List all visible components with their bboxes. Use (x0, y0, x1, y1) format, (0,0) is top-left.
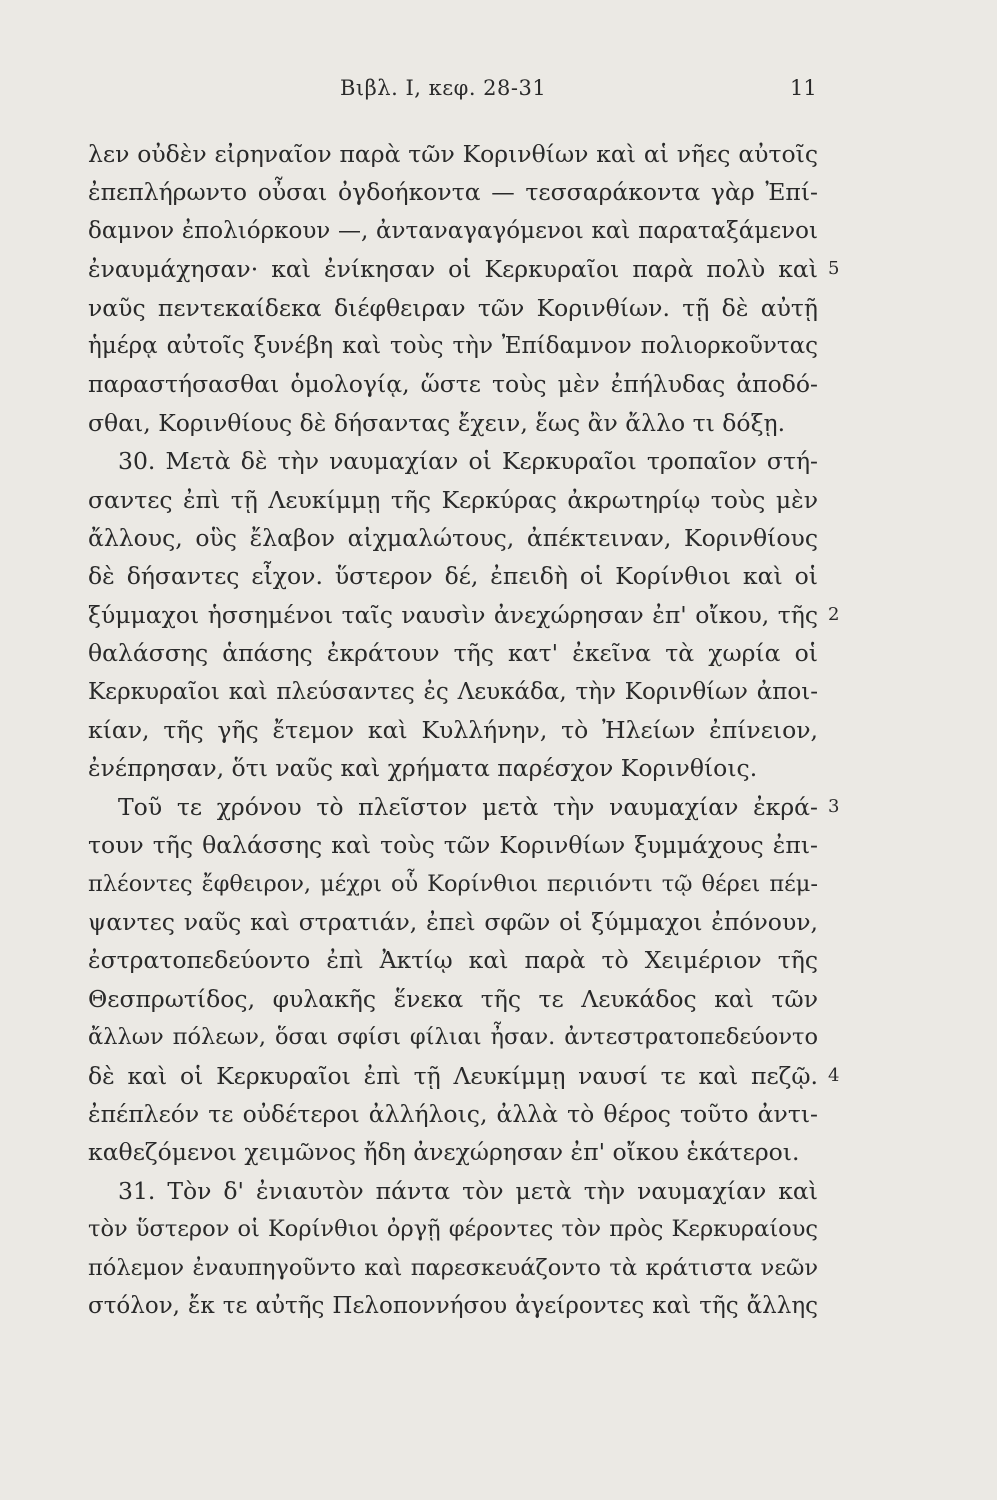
text-line: ἐπεπλήρωντο οὖσαι ὀγδοήκοντα — τεσσαράκοντα γὰρ Ἐπί- (88, 178, 818, 207)
running-title: Βιβλ. I, κεφ. 28-31 (340, 76, 547, 100)
text-line: ἐστρατοπεδεύοντο ἐπὶ Ἀκτίῳ καὶ παρὰ τὸ Χειμέριον τῆς (88, 946, 818, 975)
text-line: θαλάσσης ἁπάσης ἐκράτουν τῆς κατ' ἐκεῖνα τὰ χωρία οἱ (88, 639, 818, 668)
text-line: δαμνον ἐπολιόρκουν —, ἀνταναγαγόμενοι καὶ παραταξάμενοι (88, 217, 818, 244)
text-line: ἐπέπλεόν τε οὐδέτεροι ἀλλήλοις, ἀλλὰ τὸ θέρος τοῦτο ἀντι- (88, 1100, 818, 1128)
text-line: τουν τῆς θαλάσσης καὶ τοὺς τῶν Κορινθίων ξυμμάχους ἐπι- (88, 831, 818, 860)
margin-section-number: 5 (828, 258, 840, 280)
margin-section-number: 2 (828, 603, 840, 625)
text-line: ψαντες ναῦς καὶ στρατιάν, ἐπεὶ σφῶν οἱ ξύμμαχοι ἐπόνουν, (88, 908, 818, 936)
text-line: Κερκυραῖοι καὶ πλεύσαντες ἐς Λευκάδα, τὴν Κορινθίων ἀποι- (88, 678, 818, 705)
chapter-30-start: 30. Μετὰ δὲ τὴν ναυμαχίαν οἱ Κερκυραῖοι τροπαῖον στή- (118, 447, 818, 476)
text-line: σαντες ἐπὶ τῇ Λευκίμμῃ τῆς Κερκύρας ἀκρωτηρίῳ τοὺς μὲν (88, 485, 818, 514)
margin-section-number: 4 (828, 1064, 840, 1086)
text-line: ἐναυμάχησαν· καὶ ἐνίκησαν οἱ Κερκυραῖοι παρὰ πολὺ καὶ (88, 255, 818, 284)
text-line: Θεσπρωτίδος, φυλακῆς ἕνεκα τῆς τε Λευκάδος καὶ τῶν (88, 984, 818, 1013)
margin-section-number: 3 (828, 795, 840, 817)
text-line: κίαν, τῆς γῆς ἔτεμον καὶ Κυλλήνην, τὸ Ἠλείων ἐπίνειον, (88, 716, 818, 744)
text-line: ἐνέπρησαν, ὅτι ναῦς καὶ χρήματα παρέσχον Κορινθίοις. (88, 754, 758, 783)
text-line: δὲ καὶ οἱ Κερκυραῖοι ἐπὶ τῇ Λευκίμμῃ ναυσί τε καὶ πεζῷ. (88, 1061, 818, 1090)
text-line: πλέοντες ἔφθειρον, μέχρι οὗ Κορίνθιοι περιιόντι τῷ θέρει πέμ- (88, 870, 818, 897)
text-line: ἄλλους, οὓς ἔλαβον αἰχμαλώτους, ἀπέκτειναν, Κορινθίους (88, 524, 818, 552)
text-line: δὲ δήσαντες εἶχον. ὕστερον δέ, ἐπειδὴ οἱ Κορίνθιοι καὶ οἱ (88, 562, 818, 591)
text-line: σθαι, Κορινθίους δὲ δήσαντας ἔχειν, ἕως ἂν ἄλλο τι δόξῃ. (88, 408, 786, 437)
text-line: ναῦς πεντεκαίδεκα διέφθειραν τῶν Κορινθίων. τῇ δὲ αὐτῇ (88, 293, 818, 322)
text-line: ξύμμαχοι ἡσσημένοι ταῖς ναυσὶν ἀνεχώρησαν ἐπ' οἴκου, τῆς (88, 600, 818, 629)
text-line: λεν οὐδὲν εἰρηναῖον παρὰ τῶν Κορινθίων καὶ αἱ νῆες αὐτοῖς (88, 140, 818, 168)
paragraph-start: Τοῦ τε χρόνου τὸ πλεῖστον μετὰ τὴν ναυμαχίαν ἐκρά- (118, 792, 818, 821)
running-header (0, 76, 997, 106)
text-line: τὸν ὕστερον οἱ Κορίνθιοι ὀργῇ φέροντες τὸν πρὸς Κερκυραίους (88, 1216, 818, 1243)
text-line: καθεζόμενοι χειμῶνος ἤδη ἀνεχώρησαν ἐπ' οἴκου ἑκάτεροι. (88, 1138, 800, 1167)
text-line: ἡμέρᾳ αὐτοῖς ξυνέβη καὶ τοὺς τὴν Ἐπίδαμνον πολιορκοῦντας (88, 333, 818, 359)
text-line: στόλον, ἔκ τε αὐτῆς Πελοποννήσου ἀγείροντες καὶ τῆς ἄλλης (88, 1293, 818, 1319)
text-line: πόλεμον ἐναυπηγοῦντο καὶ παρεσκευάζοντο τὰ κράτιστα νεῶν (88, 1254, 818, 1281)
page-number: 11 (790, 76, 817, 100)
text-line: παραστήσασθαι ὁμολογίᾳ, ὥστε τοὺς μὲν ἐπήλυδας ἀποδό- (88, 370, 818, 399)
chapter-31-start: 31. Τὸν δ' ἐνιαυτὸν πάντα τὸν μετὰ τὴν ναυμαχίαν καὶ (118, 1176, 818, 1205)
text-line: ἄλλων πόλεων, ὅσαι σφίσι φίλιαι ἦσαν. ἀντεστρατοπεδεύοντο (88, 1024, 818, 1051)
